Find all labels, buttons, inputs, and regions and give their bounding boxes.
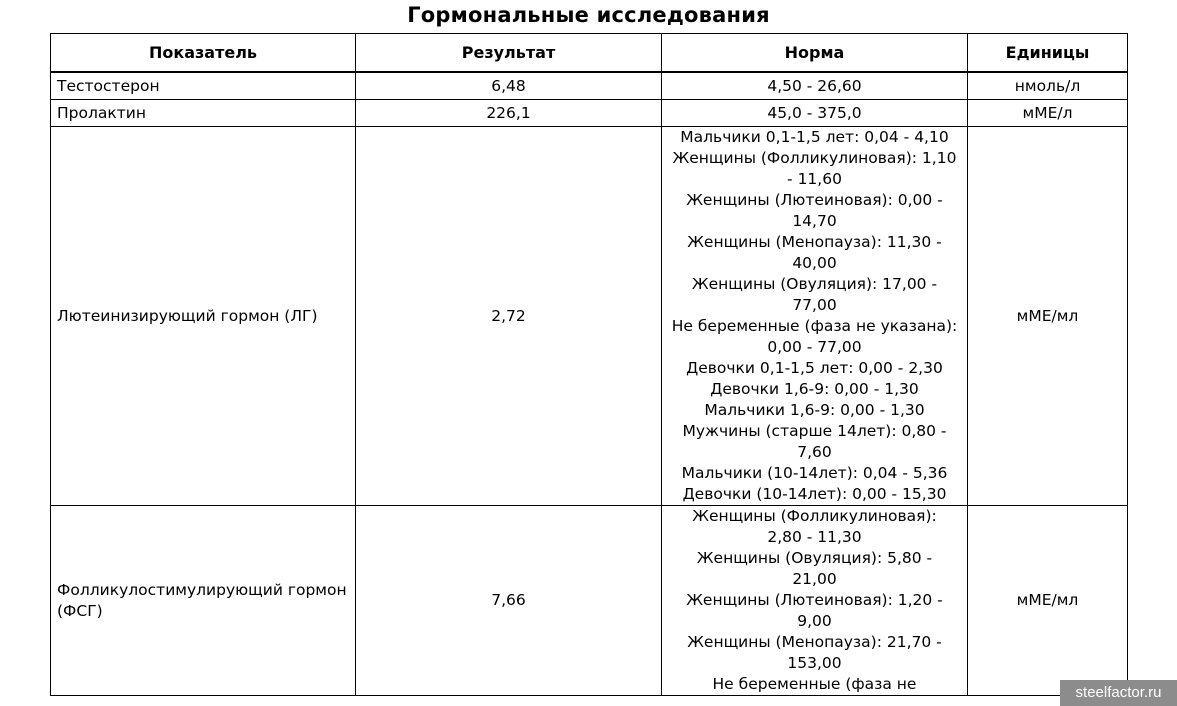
- row-units: нмоль/л: [968, 72, 1128, 100]
- norm-line: Мальчики (10-14лет): 0,04 - 5,36: [681, 464, 948, 482]
- norm-line: Мальчики 0,1-1,5 лет: 0,04 - 4,10: [680, 128, 949, 146]
- norm-line: Девочки (10-14лет): 0,00 - 15,30: [682, 485, 947, 503]
- norm-line: Женщины (Менопауза): 11,30 -: [687, 233, 942, 251]
- norm-line: Девочки 0,1-1,5 лет: 0,00 - 2,30: [686, 359, 943, 377]
- norm-line: Женщины (Фолликулиновая): 1,10: [672, 149, 957, 167]
- norm-line: 40,00: [792, 254, 837, 272]
- norm-line: Женщины (Овуляция): 17,00 -: [691, 275, 938, 293]
- table-row: [51, 127, 1128, 506]
- norm-line: Женщины (Фолликулиновая):: [692, 507, 937, 525]
- norm-line: 7,60: [797, 443, 832, 461]
- header-indicator: Показатель: [51, 34, 356, 73]
- header-units: Единицы: [968, 34, 1128, 73]
- table-row: [51, 72, 1128, 100]
- norm-line: 0,00 - 77,00: [767, 338, 862, 356]
- header-result: Результат: [356, 34, 662, 73]
- row-name: Фолликулостимулирующий гормон (ФСГ): [51, 506, 356, 696]
- row-result: 2,72: [356, 127, 662, 506]
- norm-line: 153,00: [787, 654, 842, 672]
- norm-line: 2,80 - 11,30: [767, 528, 862, 546]
- row-units: мМЕ/мл: [968, 506, 1128, 696]
- norm-line: 21,00: [792, 570, 837, 588]
- hormone-results-table: [50, 33, 1128, 696]
- row-name: Тестостерон: [51, 72, 356, 100]
- row-norm: 45,0 - 375,0: [662, 100, 968, 127]
- row-units: мМЕ/л: [968, 100, 1128, 127]
- table-header-row: [51, 34, 1128, 73]
- norm-line: Женщины (Овуляция): 5,80 -: [696, 549, 933, 567]
- document-title: Гормональные исследования: [407, 3, 770, 27]
- row-norm: [662, 506, 968, 696]
- row-name: Лютеинизирующий гормон (ЛГ): [51, 127, 356, 506]
- site-watermark: steelfactor.ru: [1060, 680, 1177, 706]
- row-units: мМЕ/мл: [968, 127, 1128, 506]
- row-name: Пролактин: [51, 100, 356, 127]
- norm-line: Женщины (Менопауза): 21,70 -: [687, 633, 942, 651]
- row-result: 7,66: [356, 506, 662, 696]
- row-norm: 4,50 - 26,60: [662, 72, 968, 100]
- norm-line: Девочки 1,6-9: 0,00 - 1,30: [710, 380, 919, 398]
- norm-line: Женщины (Лютеиновая): 0,00 -: [686, 191, 943, 209]
- norm-line: 9,00: [797, 612, 832, 630]
- table-row: [51, 506, 1128, 696]
- norm-line: Женщины (Лютеиновая): 1,20 -: [686, 591, 943, 609]
- norm-line: Не беременные (фаза не: [712, 675, 917, 693]
- norm-line: Мужчины (старше 14лет): 0,80 -: [682, 422, 947, 440]
- row-result: 6,48: [356, 72, 662, 100]
- norm-line: Не беременные (фаза не указана):: [671, 317, 958, 335]
- norm-line: 77,00: [792, 296, 837, 314]
- norm-line: - 11,60: [787, 170, 842, 188]
- row-norm: [662, 127, 968, 506]
- table-row: [51, 100, 1128, 127]
- row-result: 226,1: [356, 100, 662, 127]
- header-norm: Норма: [662, 34, 968, 73]
- norm-line: 14,70: [792, 212, 837, 230]
- norm-line: Мальчики 1,6-9: 0,00 - 1,30: [704, 401, 925, 419]
